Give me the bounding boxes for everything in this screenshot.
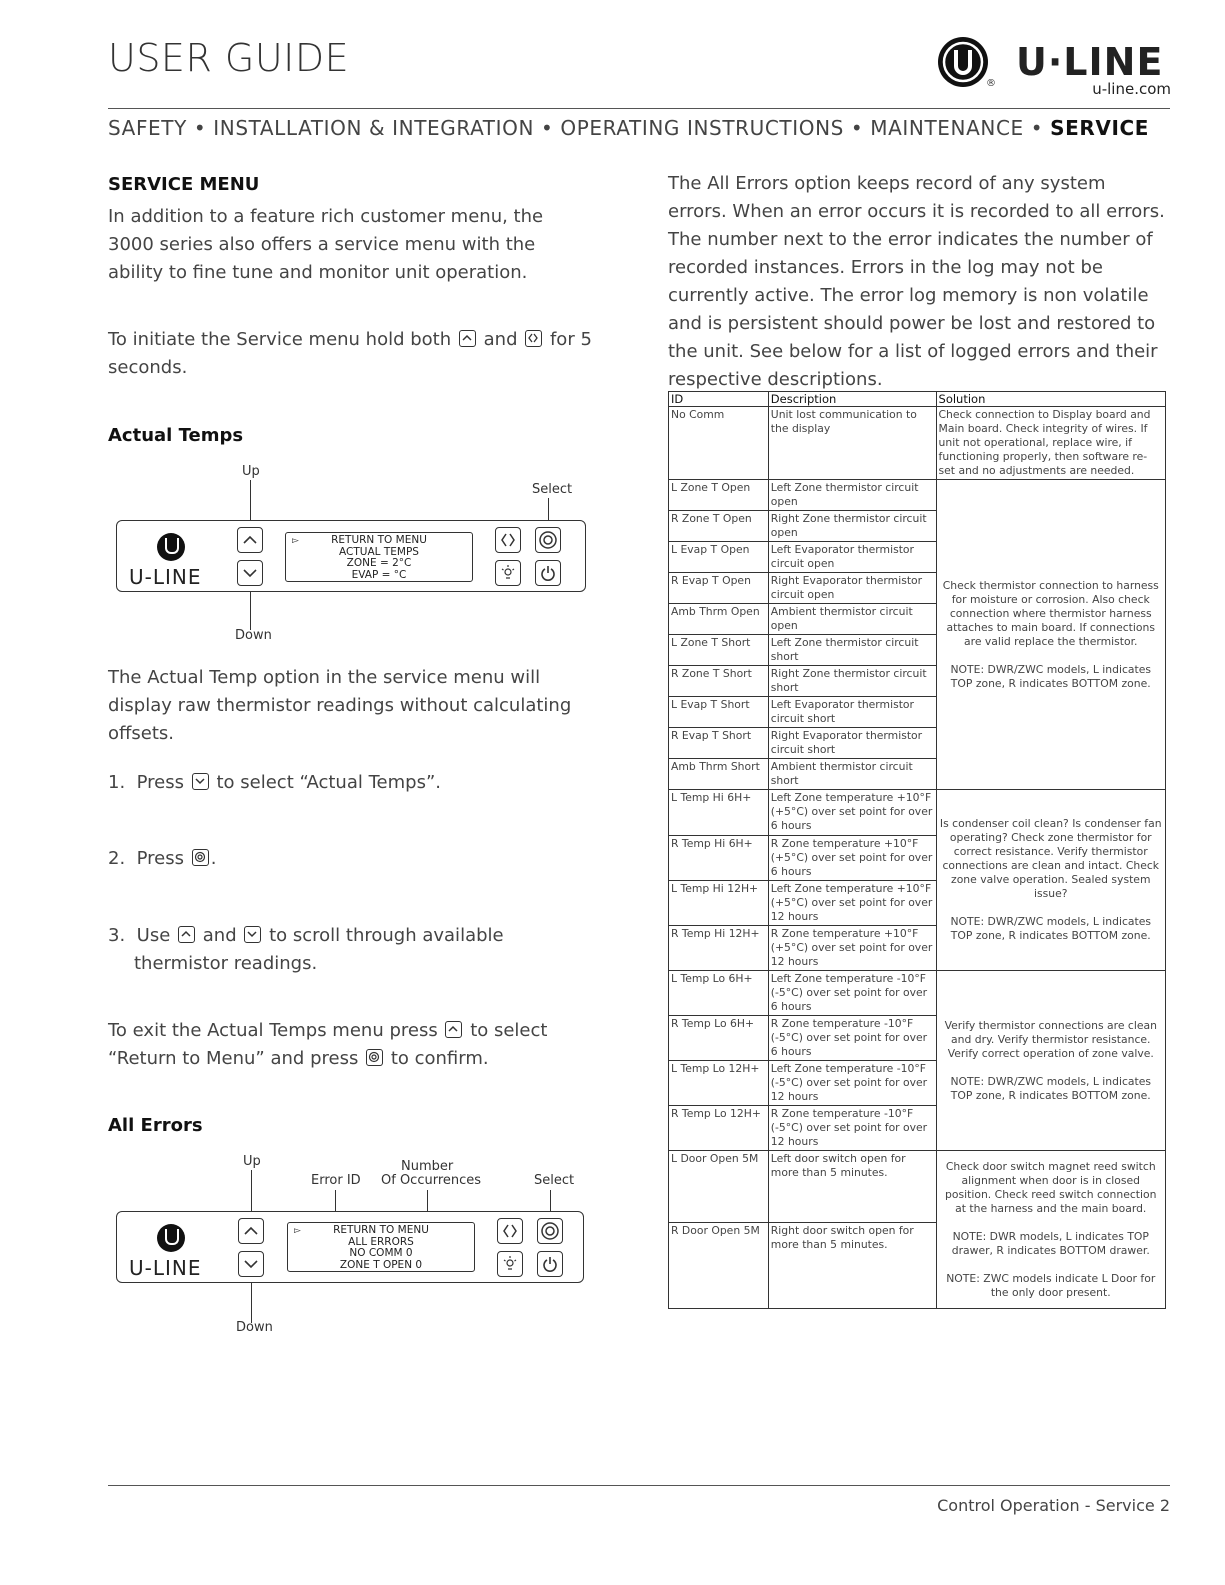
display-screen: ▻ RETURN TO MENU ALL ERRORS NO COMM 0 ZONE T OPEN 0 <box>287 1222 475 1272</box>
table-row: R Evap T Open Right Evaporator thermistor circuit open <box>669 573 1166 604</box>
up-button-icon <box>445 1021 462 1038</box>
actual-temp-desc: The Actual Temp option in the service menu will display raw thermistor readings without calculating offsets. <box>108 667 572 744</box>
error-table <box>668 391 1166 1309</box>
u-line-badge-icon <box>157 533 185 561</box>
select-label: Select <box>532 482 573 497</box>
page-title: USER GUIDE <box>108 36 350 80</box>
number-label: Number <box>401 1159 454 1174</box>
nav-maintenance: MAINTENANCE <box>870 116 1024 140</box>
page-footer: Control Operation - Service 2 <box>937 1496 1170 1515</box>
nav-safety: SAFETY <box>108 116 187 140</box>
col-id: ID <box>669 392 769 407</box>
nav-sep: • <box>850 116 864 140</box>
table-row: R Zone T Open Right Zone thermistor circuit open <box>669 511 1166 542</box>
table-row: L Zone T Open Left Zone thermistor circuit open Check thermistor connection to harness for moisture or corrosion. Also check connection where thermistor harness attaches to main board. If connections are valid replace the thermistor. NOTE: DWR/ZWC models, L indicates TOP zone, R indicates BOTTOM zone. <box>669 480 1166 511</box>
panel-brand: U-LINE <box>129 1256 202 1280</box>
u-line-badge-icon <box>157 1224 185 1252</box>
table-row: R Zone T Short Right Zone thermistor circuit short <box>669 666 1166 697</box>
zone-toggle-button[interactable] <box>495 527 521 553</box>
section-nav <box>108 116 1170 140</box>
nav-operating: OPERATING INSTRUCTIONS <box>560 116 844 140</box>
down-leader <box>250 592 251 630</box>
panel-brand: U-LINE <box>129 565 202 589</box>
step-2: 2. Press . <box>108 848 217 869</box>
down-leader <box>251 1283 252 1323</box>
nav-service-active: SERVICE <box>1050 116 1150 140</box>
error-id-label: Error ID <box>311 1173 361 1188</box>
table-header-row <box>669 392 1166 407</box>
table-row: L Evap T Short Left Evaporator thermistor circuit short <box>669 697 1166 728</box>
display-screen: ▻ RETURN TO MENU ACTUAL TEMPS ZONE = 2°C EVAP = °C <box>285 532 473 582</box>
table-row: R Temp Lo 12H+ R Zone temperature -10°F (-5°C) over set point for over 12 hours <box>669 1106 1166 1151</box>
table-row: L Temp Lo 12H+ Left Zone temperature -10°F (-5°C) over set point for over 12 hours <box>669 1061 1166 1106</box>
power-button[interactable] <box>537 1251 563 1277</box>
nav-sep: • <box>541 116 554 140</box>
solution-thermistor: Check thermistor connection to harness for moisture or corrosion. Also check connection where thermistor harness attaches to main board. If connections are valid replace the thermistor. NOTE: DWR/ZWC models, L indicates TOP zone, R indicates BOTTOM zone. <box>936 480 1165 790</box>
table-row: L Temp Hi 6H+ Left Zone temperature +10°F (+5°C) over set point for over 6 hours Is condenser coil clean? Is condenser fan operating? Check zone thermistor for correct resistance. Verify thermistor connections are clean and intact. Check zone valve operation. Sealed system issue? NOTE: DWR/ZWC models, L indicates TOP zone, R indicates BOTTOM zone. <box>669 790 1166 836</box>
table-row: Amb Thrm Open Ambient thermistor circuit open <box>669 604 1166 635</box>
nav-installation: INSTALLATION & INTEGRATION <box>213 116 535 140</box>
cursor-arrow-icon: ▻ <box>292 536 299 546</box>
step-3: 3. Use and to scroll through available thermistor readings. <box>108 925 504 974</box>
all-errors-intro: The All Errors option keeps record of any system errors. When an error occurs it is recorded to all errors. The number next to the error indicates the number of recorded instances. Errors in the log may not be currently active. The error log memory is non volatile and is persistent should power be lost and restored to the unit. See below for a list of logged errors and their respective descriptions. <box>668 173 1165 390</box>
down-button-icon <box>244 926 261 943</box>
zone-toggle-button[interactable] <box>497 1218 523 1244</box>
table-row: R Temp Lo 6H+ R Zone temperature -10°F (-5°C) over set point for over 6 hours <box>669 1016 1166 1061</box>
down-button[interactable] <box>238 1251 264 1277</box>
all-errors-heading: All Errors <box>108 1115 203 1136</box>
zone-toggle-icon <box>525 330 542 347</box>
select-label: Select <box>534 1173 575 1188</box>
down-button[interactable] <box>237 560 263 586</box>
service-init-text: To initiate the Service menu hold both and for 5 seconds. <box>108 329 592 378</box>
nav-sep: • <box>193 116 207 140</box>
footer-divider <box>108 1485 1170 1486</box>
select-button[interactable] <box>535 527 561 553</box>
table-row: R Evap T Short Right Evaporator thermistor circuit short <box>669 728 1166 759</box>
select-button[interactable] <box>537 1218 563 1244</box>
col-description: Description <box>768 392 936 407</box>
brand-url: u-line.com <box>1092 80 1171 98</box>
up-button[interactable] <box>238 1218 264 1244</box>
select-button-icon <box>192 849 209 866</box>
col-solution: Solution <box>936 392 1165 407</box>
actual-temps-heading: Actual Temps <box>108 425 244 446</box>
cursor-arrow-icon: ▻ <box>294 1226 301 1236</box>
header-divider <box>108 108 1170 109</box>
up-leader <box>250 480 251 524</box>
table-row: L Evap T Open Left Evaporator thermistor circuit open <box>669 542 1166 573</box>
light-button[interactable] <box>497 1251 523 1277</box>
down-label: Down <box>236 1320 273 1335</box>
step-1: 1. Press to select “Actual Temps”. <box>108 772 441 793</box>
service-menu-heading: SERVICE MENU <box>108 174 260 195</box>
table-row: R Door Open 5M Right door switch open for more than 5 minutes. <box>669 1223 1166 1309</box>
solution-temp-hi: Is condenser coil clean? Is condenser fan operating? Check zone thermistor for correct resistance. Verify thermistor connections are clean and intact. Check zone valve operation. Sealed system issue? NOTE: DWR/ZWC models, L indicates TOP zone, R indicates BOTTOM zone. <box>936 790 1165 971</box>
nav-sep: • <box>1030 116 1044 140</box>
select-button-icon <box>366 1049 383 1066</box>
power-button[interactable] <box>535 560 561 586</box>
solution-temp-lo: Verify thermistor connections are clean and dry. Verify thermistor resistance. Verify correct operation of zone valve. NOTE: DWR/ZWC models, L indicates TOP zone, R indicates BOTTOM zone. <box>936 971 1165 1151</box>
table-row: R Temp Hi 12H+ R Zone temperature +10°F (+5°C) over set point for over 12 hours <box>669 926 1166 971</box>
solution-no-comm: Check connection to Display board and Main board. Check integrity of wires. If unit not operational, replace wire, if functioning properly, then software re-set and no adjustments are needed. <box>936 407 1165 480</box>
table-row: L Temp Hi 12H+ Left Zone temperature +10°F (+5°C) over set point for over 12 hours <box>669 881 1166 926</box>
service-intro: In addition to a feature rich customer menu, the 3000 series also offers a service menu with the ability to fine tune and monitor unit operation. <box>108 206 544 283</box>
up-button[interactable] <box>237 527 263 553</box>
occurrences-label: Of Occurrences <box>381 1173 482 1188</box>
table-row: Amb Thrm Short Ambient thermistor circuit short <box>669 759 1166 790</box>
up-button-icon <box>178 926 195 943</box>
down-label: Down <box>235 628 272 643</box>
control-panel-errors <box>116 1211 584 1283</box>
table-row: No Comm Unit lost communication to the display Check connection to Display board and Main board. Check integrity of wires. If unit not operational, replace wire, if functioning properly, then software re-set and no adjustments are needed. <box>669 407 1166 480</box>
up-leader <box>251 1170 252 1216</box>
table-row: L Temp Lo 6H+ Left Zone temperature -10°F (-5°C) over set point for over 6 hours Verify thermistor connections are clean and dry. Verify thermistor resistance. Verify correct operation of zone valve. NOTE: DWR/ZWC models, L indicates TOP zone, R indicates BOTTOM zone. <box>669 971 1166 1016</box>
solution-door: Check door switch magnet reed switch alignment when door is in closed position. Check reed switch connection at the harness and the main board. NOTE: DWR models, L indicates TOP drawer, R indicates BOTTOM drawer. NOTE: ZWC models indicate L Door for the only door present. <box>936 1151 1165 1309</box>
control-panel-actual <box>116 520 586 592</box>
down-button-icon <box>192 773 209 790</box>
registered-mark: ® <box>986 78 996 89</box>
up-button-icon <box>459 330 476 347</box>
brand-name: U·LINE <box>1016 40 1164 84</box>
table-row: R Temp Hi 6H+ R Zone temperature +10°F (+5°C) over set point for over 6 hours <box>669 836 1166 881</box>
table-row: L Door Open 5M Left door switch open for more than 5 minutes. Check door switch magnet reed switch alignment when door is in closed position. Check reed switch connection at the harness and the main board. NOTE: DWR models, L indicates TOP drawer, R indicates BOTTOM drawer. NOTE: ZWC models indicate L Door for the only door present. <box>669 1151 1166 1223</box>
up-label: Up <box>243 1154 261 1169</box>
exit-instructions: To exit the Actual Temps menu press to select “Return to Menu” and press to confirm. <box>108 1020 548 1069</box>
up-label: Up <box>242 464 260 479</box>
light-button[interactable] <box>495 560 521 586</box>
table-row: L Zone T Short Left Zone thermistor circuit short <box>669 635 1166 666</box>
